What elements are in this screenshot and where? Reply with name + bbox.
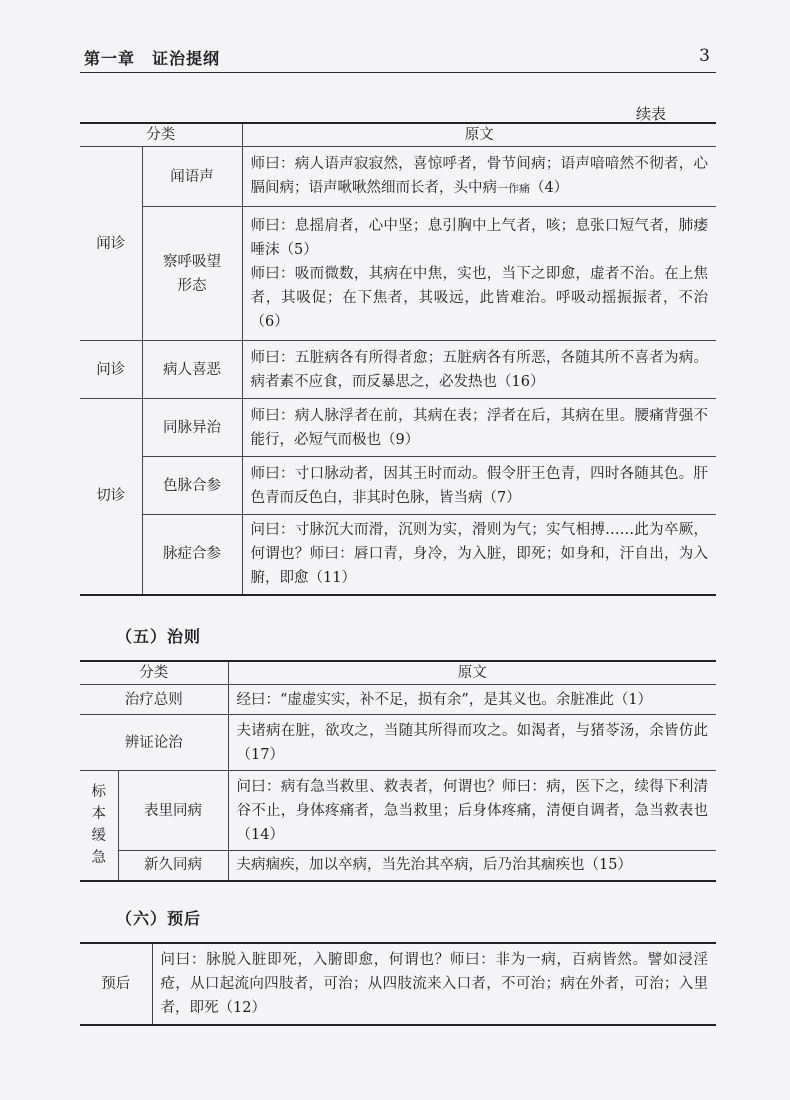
table-row — [80, 771, 716, 851]
original-text: 师曰：五脏病各有所得者愈；五脏病各有所恶，各随其所不喜者为病。病者素不应食，而反暴思之，必发热也（16） — [242, 341, 716, 399]
original-text: 师曰：病人语声寂寂然，喜惊呼者，骨节间病；语声喑喑然不彻者，心膈间病；语声啾啾然细而长者，头中病 — [250, 156, 708, 196]
group-label: 闻诊 — [80, 147, 142, 341]
original-text: 师曰：吸而微数，其病在中焦，实也，当下之即愈，虚者不治。在上焦者，其吸促；在下焦者，其吸远，此皆难治。呼吸动摇振振者，不治（6） — [250, 265, 708, 330]
subcategory-label: 新久同病 — [118, 851, 228, 881]
subcategory-label: 色脉合参 — [142, 457, 242, 515]
table-row — [80, 341, 716, 399]
table-row — [80, 943, 716, 1025]
running-header — [80, 44, 716, 73]
header-category: 分类 — [80, 661, 228, 685]
subcategory-label: 病人喜恶 — [142, 341, 242, 399]
header-category: 分类 — [80, 123, 242, 147]
subcategory-label: 表里同病 — [118, 771, 228, 851]
continued-label: 续表 — [636, 105, 667, 123]
table-row — [80, 457, 716, 515]
original-text: 问曰：脉脱入脏即死，入腑即愈，何谓也？师曰：非为一病，百病皆然。譬如浸淫疮，从口起流向四肢者，可治；从四肢流来入口者，不可治；病在外者，可治；入里者，即死（12） — [152, 943, 716, 1025]
original-text: 经曰：“虚虚实实，补不足，损有余”，是其义也。余脏准此（1） — [228, 685, 716, 715]
table-row — [80, 851, 716, 881]
page-number: 3 — [699, 46, 710, 66]
original-text-cell — [242, 147, 716, 207]
prognosis-table — [80, 942, 716, 1026]
table-header-row — [80, 661, 716, 685]
subcategory-text: 察呼吸望形态 — [162, 253, 221, 294]
subcategory-label: 闻语声 — [142, 147, 242, 207]
table-row — [80, 715, 716, 771]
subcategory-label: 预后 — [80, 943, 152, 1025]
treatment-table — [80, 660, 716, 882]
annotation-note: 一作痛 — [497, 182, 530, 195]
subcategory-label: 辨证论治 — [80, 715, 228, 771]
original-text: 师曰：寸口脉动者，因其王时而动。假令肝王色青，四时各随其色。肝色青而反色白，非其时色脉，皆当病（7） — [242, 457, 716, 515]
original-text: 师曰：息摇肩者，心中坚；息引胸中上气者，咳；息张口短气者，肺痿唾沫（5） — [250, 217, 708, 258]
group-label: 标本缓急 — [91, 784, 106, 867]
original-text: 问曰：寸脉沉大而滑，沉则为实，滑则为气；实气相搏……此为卒厥，何谓也？师曰：唇口青，身冷，为入脏，即死；如身和，汗自出，为入腑，即愈（11） — [242, 515, 716, 595]
chapter-title: 第一章 证治提纲 — [84, 49, 221, 68]
table-row — [80, 207, 716, 341]
original-text: 夫诸病在脏，欲攻之，当随其所得而攻之。如渴者，与猪苓汤，余皆仿此（17） — [228, 715, 716, 771]
original-text-cell — [242, 207, 716, 341]
section-title-treatment: （五）治则 — [116, 627, 202, 646]
text-index: （4） — [530, 180, 569, 196]
group-label-cell — [80, 771, 118, 881]
subcategory-label: 治疗总则 — [80, 685, 228, 715]
original-text: 问曰：病有急当救里、救表者，何谓也？师曰：病，医下之，续得下利清谷不止，身体疼痛者，急当救里；后身体疼痛，清便自调者，急当救表也（14） — [228, 771, 716, 851]
table-row — [80, 685, 716, 715]
subcategory-label: 脉症合参 — [142, 515, 242, 595]
table-row — [80, 515, 716, 595]
original-text: 师曰：病人脉浮者在前，其病在表；浮者在后，其病在里。腰痛背强不能行，必短气而极也（9） — [242, 399, 716, 457]
table-row — [80, 147, 716, 207]
header-original-text: 原文 — [242, 123, 716, 147]
group-label: 切诊 — [80, 399, 142, 595]
group-label: 问诊 — [80, 341, 142, 399]
original-text: 夫病痼疾，加以卒病，当先治其卒病，后乃治其痼疾也（15） — [228, 851, 716, 881]
table-row — [80, 399, 716, 457]
section-title-prognosis: （六）预后 — [116, 909, 202, 928]
diagnosis-table — [80, 122, 716, 596]
subcategory-label — [142, 207, 242, 341]
table-header-row — [80, 123, 716, 147]
header-original-text: 原文 — [228, 661, 716, 685]
subcategory-label: 同脉异治 — [142, 399, 242, 457]
